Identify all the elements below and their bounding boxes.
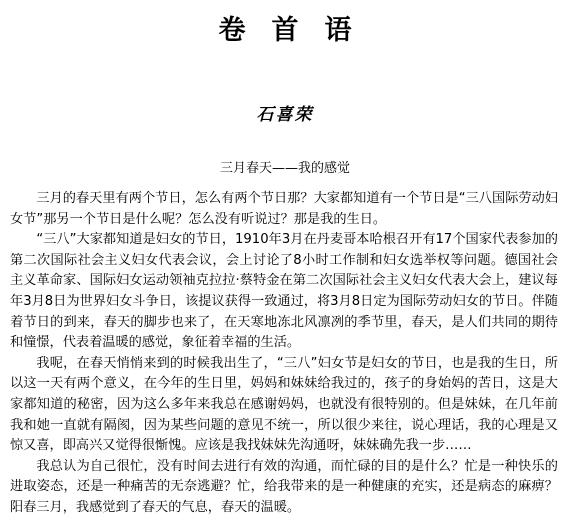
author-name: 石喜荣 [256,105,314,125]
paragraph: 我总认为自己很忙，没有时间去进行有效的沟通，而忙碌的目的是什么？忙是一种快乐的进取姿态，还是一种痛苦的无奈逃避？忙，给我带来的是一种健康的充实，还是病态的麻痹？阳春三月，我感觉到了春天的气息，春天的温暖。 [10,458,558,515]
page-title: 卷首语 [218,15,378,46]
article-subtitle: 三月春天——我的感觉 [219,161,350,176]
paragraph: 三月的春天里有两个节日，怎么有两个节日那？大家都知道有一个节日是“三八国际劳动妇女节”那另一个节日是什么呢？怎么没有听说过？那是我的生日。 [10,191,558,227]
paragraph: 我呢，在春天悄悄来到的时候我出生了，“三八”妇女节是妇女的节日，也是我的生日，所以这一天有两个意义，在今年的生日里，妈妈和妹妹给我过的，孩子的身始妈的苦日，这是大家都知道的秘密，因为这么多年来我总在感谢妈妈，也就没有很特别的。但是妹妹，在几年前我和她一直就有隔阂，因为某些问题的意见不统一，所以很少来往，说心理话，我的心理是又惊又喜，即高兴又觉得很惭愧。应该是我找妹妹先沟通呀，妹妹确先我一步…… [10,355,558,454]
article-body [10,189,558,519]
paragraph: “三八”大家都知道是妇女的节日，1910年3月在丹麦哥本哈根召开有17个国家代表参加的第二次国际社会主义妇女代表会议，会上讨论了8小时工作制和妇女选举权等问题。德国社会主义革命家、国际妇女运动领袖克拉拉·蔡特金在第二次国际社会主义妇女代表大会上，建议每年3月8日为世界妇女斗争日，该提议获得一致通过，将3月8日定为国际劳动妇女的节日。伴随着节日的到来，春天的脚步也来了，在天寒地冻北风凛冽的季节里，春天，是人们共同的期待和憧憬，代表着温暖的感觉，象征着幸福的生活。 [10,232,558,351]
